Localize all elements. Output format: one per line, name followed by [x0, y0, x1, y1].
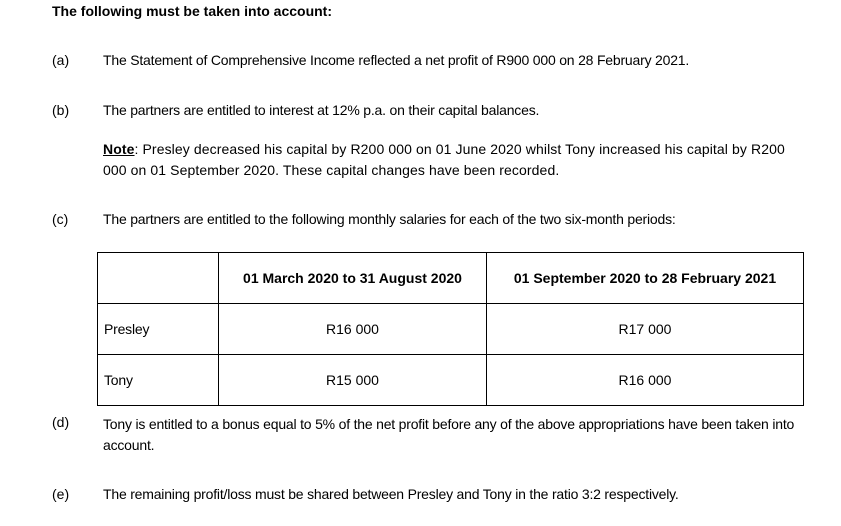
- item-d-text: Tony is entitled to a bonus equal to 5% of the net profit before any of the above appropriations have been taken into account.: [103, 416, 795, 453]
- item-d-letter: (d): [52, 414, 70, 430]
- salaries-table: [97, 252, 804, 406]
- note-text: : Presley decreased his capital by R200 000 on 01 June 2020 whilst Tony increased his capital by R200 000 on 01 September 2020. These capital changes have been recorded.: [103, 141, 785, 178]
- table-header-period-2: 01 September 2020 to 28 February 2021: [487, 253, 804, 304]
- item-c-letter: (c): [52, 211, 69, 227]
- item-c-text: The partners are entitled to the following monthly salaries for each of the two six-month periods:: [103, 211, 676, 227]
- table-row: [98, 355, 804, 406]
- item-e-letter: (e): [52, 486, 70, 502]
- page-heading: The following must be taken into account:: [52, 3, 333, 19]
- salary-period-2: R17 000: [487, 304, 804, 355]
- partner-name: Tony: [98, 355, 219, 406]
- item-b-note: [103, 139, 803, 181]
- item-b-text: The partners are entitled to interest at 12% p.a. on their capital balances.: [103, 102, 540, 118]
- salary-period-1: R15 000: [219, 355, 487, 406]
- item-e-text: The remaining profit/loss must be shared between Presley and Tony in the ratio 3:2 respectively.: [103, 486, 679, 502]
- salary-period-1: R16 000: [219, 304, 487, 355]
- item-a-letter: (a): [52, 52, 70, 68]
- table-header-row: [98, 253, 804, 304]
- table-header-period-1: 01 March 2020 to 31 August 2020: [219, 253, 487, 304]
- partner-name: Presley: [98, 304, 219, 355]
- item-a-text: The Statement of Comprehensive Income reflected a net profit of R900 000 on 28 February 2021.: [103, 52, 690, 68]
- table-row: [98, 304, 804, 355]
- note-label: Note: [103, 141, 135, 157]
- item-b-letter: (b): [52, 102, 70, 118]
- table-header-blank: [98, 253, 219, 304]
- salary-period-2: R16 000: [487, 355, 804, 406]
